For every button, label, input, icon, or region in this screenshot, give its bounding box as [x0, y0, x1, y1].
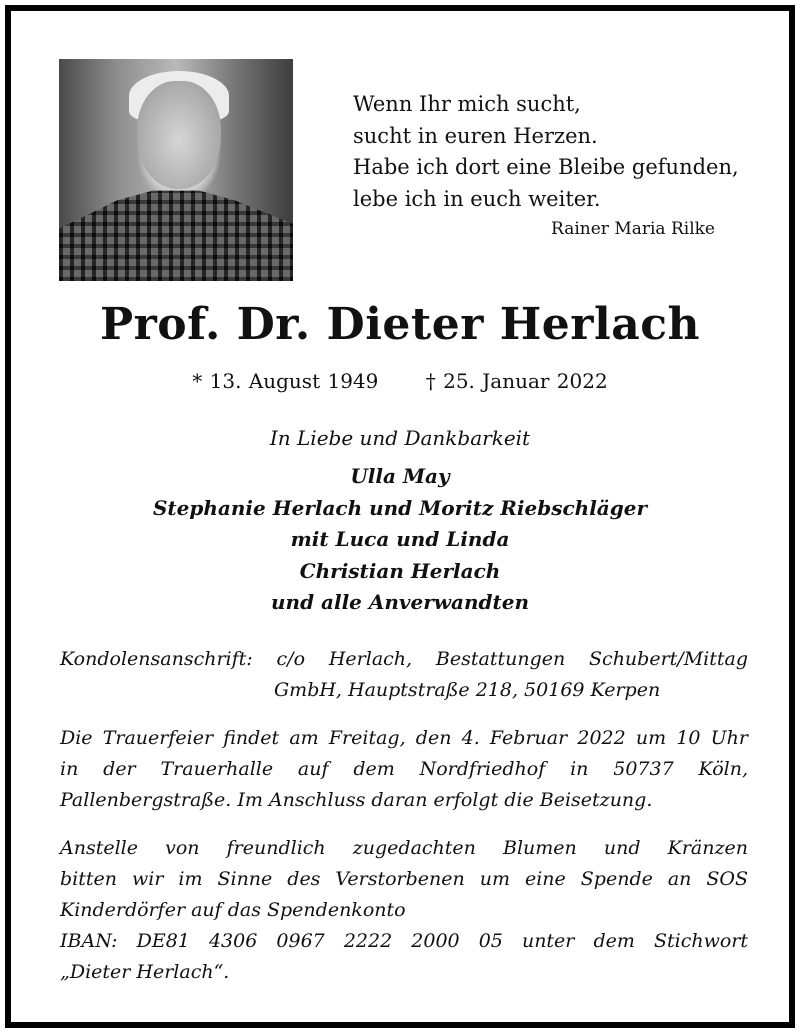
- mourner: Stephanie Herlach und Moritz Riebschläger: [152, 495, 648, 520]
- condolence-address: [60, 644, 748, 706]
- funeral-line: in der Trauerhalle auf dem Nordfriedhof in 50737 Köln,: [60, 758, 748, 780]
- mourner: und alle Anverwandten: [270, 590, 530, 614]
- photo-shirt: [59, 186, 293, 281]
- condolence-line: Kondolensanschrift: c/o Herlach, Bestattungen Schubert/Mittag: [60, 648, 748, 670]
- poem-line: Wenn Ihr mich sucht,: [353, 92, 581, 116]
- poem: [353, 89, 773, 215]
- mourner: mit Luca und Linda: [290, 527, 510, 551]
- poem-line: Habe ich dort eine Bleibe gefunden,: [353, 155, 739, 179]
- portrait-photo: [59, 59, 293, 281]
- poem-author: Rainer Maria Rilke: [551, 219, 715, 239]
- life-dates: [11, 369, 789, 393]
- funeral-info: [60, 723, 748, 816]
- donation-info: [60, 833, 748, 988]
- donation-line: Anstelle von freundlich zugedachten Blumen und Kränzen: [60, 837, 748, 859]
- poem-line: lebe ich in euch weiter.: [353, 186, 601, 211]
- funeral-line: Pallenbergstraße. Im Anschluss daran erfolgt die Beisetzung.: [60, 789, 653, 811]
- photo-face: [137, 81, 221, 189]
- obituary-notice: [5, 5, 795, 1028]
- donation-keyword: „Dieter Herlach“.: [60, 961, 230, 983]
- iban-line: IBAN: DE81 4306 0967 2222 2000 05 unter dem Stichwort: [60, 930, 748, 952]
- donation-line: Kinderdörfer auf das Spendenkonto: [60, 899, 406, 921]
- poem-line: sucht in euren Herzen.: [353, 123, 598, 148]
- birth-date: * 13. August 1949: [192, 369, 379, 393]
- death-date: † 25. Januar 2022: [425, 369, 608, 393]
- deceased-name: Prof. Dr. Dieter Herlach: [100, 299, 700, 350]
- mourners-list: [11, 461, 789, 619]
- mourner: Christian Herlach: [299, 558, 501, 583]
- funeral-line: Die Trauerfeier findet am Freitag, den 4. Februar 2022 um 10 Uhr: [60, 727, 748, 749]
- mourner: Ulla May: [350, 464, 450, 488]
- condolence-line: GmbH, Hauptstraße 218, 50169 Kerpen: [274, 679, 661, 701]
- dedication: In Liebe und Dankbarkeit: [269, 426, 531, 450]
- donation-line: bitten wir im Sinne des Verstorbenen um eine Spende an SOS: [60, 868, 748, 890]
